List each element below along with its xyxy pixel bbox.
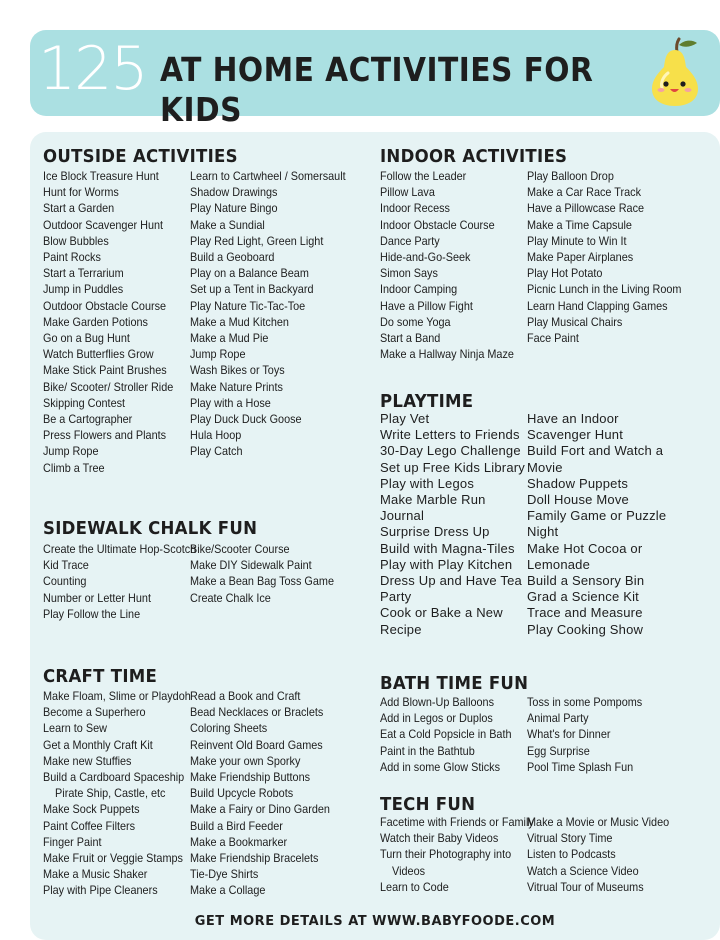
activity-item: Make Nature Prints	[190, 379, 283, 394]
activity-item: Outdoor Scavenger Hunt	[43, 217, 164, 232]
tech-col1	[380, 814, 547, 895]
activity-item: Face Paint	[527, 331, 579, 346]
activity-item: Counting	[43, 574, 87, 589]
activity-item: Finger Paint	[43, 834, 102, 849]
activity-item: Scavenger Hunt	[527, 427, 624, 443]
activity-item: Learn to Cartwheel / Somersault	[190, 169, 346, 183]
activity-item: Play with Play Kitchen	[380, 556, 513, 572]
indoor-col1	[380, 168, 526, 362]
activity-item: Play Duck Duck Goose	[190, 412, 302, 427]
activity-item: Make DIY Sidewalk Paint	[190, 558, 312, 573]
activity-item: Doll House Move	[527, 492, 629, 508]
activity-item: Do some Yoga	[380, 314, 451, 329]
activity-item: Recipe	[380, 621, 422, 637]
activity-item: Make your own Sporky	[190, 753, 301, 768]
activity-item: Lemonade	[527, 556, 591, 572]
outside-col2	[190, 168, 359, 460]
activity-item: Make Sock Puppets	[43, 802, 140, 817]
craft-col2	[190, 688, 342, 899]
activity-item: Press Flowers and Plants	[43, 428, 167, 443]
activity-item: Jump in Puddles	[43, 282, 124, 297]
activity-item: Build a Cardboard Spaceship	[43, 770, 185, 785]
activity-item: Build Upcycle Robots	[190, 786, 294, 801]
activity-item: Dress Up and Have Tea	[380, 573, 522, 589]
activity-item: Play Nature Tic-Tac-Toe	[190, 298, 306, 313]
heading-tech-fun: TECH FUN	[380, 794, 476, 815]
activity-item: Bike/Scooter Course	[190, 542, 290, 556]
pear-mascot-icon	[646, 36, 704, 108]
activity-item: Play Nature Bingo	[190, 201, 278, 216]
activity-item: Make a Car Race Track	[527, 185, 642, 200]
activity-item: Make Paper Airplanes	[527, 250, 634, 265]
activity-item: Hide-and-Go-Seek	[380, 250, 471, 265]
activity-item: Start a Terrarium	[43, 266, 124, 281]
activity-item: Facetime with Friends or Family	[380, 815, 534, 829]
activity-item: Indoor Recess	[380, 201, 450, 216]
activity-item: Hunt for Worms	[43, 185, 119, 200]
activity-item: Kid Trace	[43, 558, 89, 573]
activity-item: Bike/ Scooter/ Stroller Ride	[43, 379, 174, 394]
activity-item: Skipping Contest	[43, 395, 126, 410]
activity-item: Ice Block Treasure Hunt	[43, 169, 159, 183]
activity-item: Play Red Light, Green Light	[190, 233, 324, 248]
activity-item: Play with Pipe Cleaners	[43, 883, 158, 898]
outside-col1	[43, 168, 185, 476]
activity-item: Jump Rope	[190, 347, 246, 362]
heading-sidewalk-chalk-fun: SIDEWALK CHALK FUN	[43, 518, 258, 539]
activity-item: Hula Hoop	[190, 428, 242, 443]
heading-craft-time: CRAFT TIME	[43, 666, 158, 687]
activity-item: Indoor Obstacle Course	[380, 217, 495, 232]
activity-item: Make Garden Potions	[43, 314, 148, 329]
activity-item: Make Stick Paint Brushes	[43, 363, 167, 378]
activity-item: Make a Collage	[190, 883, 266, 898]
activity-item: Make a Mud Pie	[190, 331, 269, 346]
activity-item: Tie-Dye Shirts	[190, 867, 259, 882]
activity-item: Have an Indoor	[527, 411, 619, 426]
activity-item: Pillow Lava	[380, 185, 435, 200]
activity-item: Go on a Bug Hunt	[43, 331, 130, 346]
activity-item: Make a Time Capsule	[527, 217, 632, 232]
activity-item: Turn their Photography into	[380, 847, 512, 862]
activity-item: Play with Legos	[380, 475, 475, 491]
activity-item: Eat a Cold Popsicle in Bath	[380, 727, 512, 742]
activity-item: Write Letters to Friends	[380, 427, 520, 443]
activity-item: Make Fruit or Veggie Stamps	[43, 851, 183, 866]
activity-item: Make Marble Run	[380, 492, 486, 508]
craft-col1	[43, 688, 204, 899]
activity-item: Family Game or Puzzle	[527, 508, 667, 524]
title-number: 125	[38, 34, 147, 104]
activity-item: Make a Movie or Music Video	[527, 815, 670, 829]
activity-item: Watch their Baby Videos	[380, 831, 499, 846]
activity-item: Play Follow the Line	[43, 606, 141, 621]
activity-item: Add in Legos or Duplos	[380, 711, 493, 726]
activity-item: Make Hot Cocoa or	[527, 540, 643, 556]
activity-item: Number or Letter Hunt	[43, 590, 151, 605]
playtime-col2	[527, 411, 666, 638]
activity-item: Paint Coffee Filters	[43, 818, 136, 833]
heading-playtime: PLAYTIME	[380, 391, 474, 412]
activity-item: Start a Band	[380, 331, 441, 346]
footer-link-text[interactable]: GET MORE DETAILS AT WWW.BABYFOODE.COM	[194, 914, 556, 929]
activity-item: Learn to Code	[380, 879, 449, 894]
activity-item: Play Minute to Win It	[527, 233, 627, 248]
activity-item: Shadow Drawings	[190, 185, 278, 200]
activity-item: Vitrual Story Time	[527, 831, 613, 846]
activity-item: Set up Free Kids Library	[380, 459, 525, 475]
activity-item: Make Floam, Slime or Playdoh	[43, 689, 191, 703]
activity-item: Play on a Balance Beam	[190, 266, 309, 281]
chalk-col1	[43, 541, 210, 622]
activity-item: Set up a Tent in Backyard	[190, 282, 314, 297]
activity-item: Play Cooking Show	[527, 621, 644, 637]
activity-item: Make a Hallway Ninja Maze	[380, 347, 514, 362]
activity-item: Read a Book and Craft	[190, 689, 301, 703]
bath-col2	[527, 694, 652, 775]
activity-item: Bead Necklaces or Braclets	[190, 705, 324, 720]
bath-col1	[380, 694, 523, 775]
activity-item: Make a Bean Bag Toss Game	[190, 574, 334, 589]
heading-indoor-activities: INDOOR ACTIVITIES	[380, 146, 568, 167]
heading-bath-time-fun: BATH TIME FUN	[380, 673, 529, 694]
activity-item: Trace and Measure	[527, 605, 643, 621]
activity-item: Outdoor Obstacle Course	[43, 298, 167, 313]
activity-item: Journal	[380, 508, 425, 524]
activity-item: Party	[380, 589, 412, 605]
activity-item: Learn to Sew	[43, 721, 107, 736]
page-title: AT HOME ACTIVITIES FOR KIDS	[160, 50, 594, 129]
activity-item: Videos	[380, 863, 426, 878]
activity-item: Make a Sundial	[190, 217, 265, 232]
indoor-col2	[527, 168, 695, 346]
activity-item: Add in some Glow Sticks	[380, 759, 501, 774]
activity-item: Cook or Bake a New	[380, 605, 503, 621]
activity-item: Blow Bubbles	[43, 233, 109, 248]
activity-item: Simon Says	[380, 266, 438, 281]
activity-item: Night	[527, 524, 559, 540]
activity-item: Be a Cartographer	[43, 412, 133, 427]
activity-item: Watch Butterflies Grow	[43, 347, 154, 362]
activity-item: Create the Ultimate Hop-Scotch	[43, 542, 197, 556]
activity-item: Picnic Lunch in the Living Room	[527, 282, 682, 297]
activity-item: Start a Garden	[43, 201, 115, 216]
activity-item: Have a Pillow Fight	[380, 298, 473, 313]
activity-item: Build with Magna-Tiles	[380, 540, 515, 556]
activity-item: Make a Mud Kitchen	[190, 314, 289, 329]
activity-item: Make a Music Shaker	[43, 867, 148, 882]
activity-item: Shadow Puppets	[527, 475, 629, 491]
activity-item: Wash Bikes or Toys	[190, 363, 285, 378]
activity-item: Learn Hand Clapping Games	[527, 298, 668, 313]
activity-item: Surprise Dress Up	[380, 524, 490, 540]
activity-item: Play with a Hose	[190, 395, 271, 410]
activity-item: Indoor Camping	[380, 282, 458, 297]
activity-item: Make a Fairy or Dino Garden	[190, 802, 330, 817]
activity-item: Make new Stuffies	[43, 753, 132, 768]
activity-item: Add Blown-Up Balloons	[380, 695, 495, 709]
activity-item: Make Friendship Bracelets	[190, 851, 319, 866]
activity-item: Play Hot Potato	[527, 266, 603, 281]
activity-item: Build a Geoboard	[190, 250, 275, 265]
activity-item: Pool Time Splash Fun	[527, 759, 634, 774]
activity-item: Jump Rope	[43, 444, 99, 459]
activity-item: Paint Rocks	[43, 250, 101, 265]
activity-item: Animal Party	[527, 711, 589, 726]
activity-item: Pirate Ship, Castle, etc	[43, 786, 166, 801]
activity-item: Play Balloon Drop	[527, 169, 614, 183]
activity-item: What's for Dinner	[527, 727, 611, 742]
activity-item: Play Vet	[380, 411, 430, 426]
activity-item: Have a Pillowcase Race	[527, 201, 645, 216]
activity-item: Build a Sensory Bin	[527, 573, 645, 589]
activity-item: Toss in some Pompoms	[527, 695, 643, 709]
activity-item: Paint in the Bathtub	[380, 743, 475, 758]
activity-item: Create Chalk Ice	[190, 590, 271, 605]
activity-item: Build a Bird Feeder	[190, 818, 283, 833]
chalk-col2	[190, 541, 347, 606]
tech-col2	[527, 814, 682, 895]
activity-item: Get a Monthly Craft Kit	[43, 737, 153, 752]
activity-item: Make Friendship Buttons	[190, 770, 311, 785]
activity-item: Listen to Podcasts	[527, 847, 616, 862]
activity-item: Climb a Tree	[43, 460, 105, 475]
activity-item: Build Fort and Watch a	[527, 443, 664, 459]
activity-item: Play Musical Chairs	[527, 314, 623, 329]
activity-item: Dance Party	[380, 233, 440, 248]
playtime-col1	[380, 411, 525, 638]
activity-item: Become a Superhero	[43, 705, 146, 720]
activity-item: Play Catch	[190, 444, 243, 459]
activity-item: Reinvent Old Board Games	[190, 737, 323, 752]
heading-outside-activities: OUTSIDE ACTIVITIES	[43, 146, 238, 167]
activity-item: Vitrual Tour of Museums	[527, 879, 644, 894]
activity-item: 30-Day Lego Challenge	[380, 443, 521, 459]
activity-item: Make a Bookmarker	[190, 834, 288, 849]
activity-item: Egg Surprise	[527, 743, 590, 758]
activity-item: Movie	[527, 459, 563, 475]
activity-item: Coloring Sheets	[190, 721, 268, 736]
activity-item: Grad a Science Kit	[527, 589, 639, 605]
activity-item: Watch a Science Video	[527, 863, 639, 878]
activity-item: Follow the Leader	[380, 169, 467, 183]
